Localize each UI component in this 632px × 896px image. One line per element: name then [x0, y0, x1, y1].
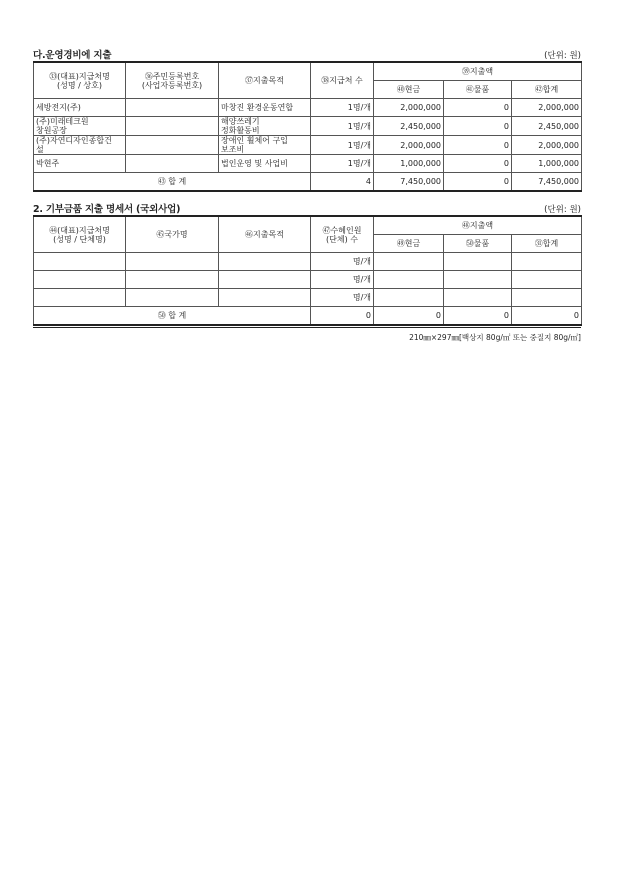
section2-header [33, 198, 581, 215]
total-count: 0 [311, 307, 374, 326]
cell-total [512, 289, 582, 307]
cell-count: 1명/개 [311, 155, 374, 173]
header-reg-no: ㊱주민등록번호 (사업자등록번호) [126, 62, 219, 99]
total-label: ㊿ 합 계 [34, 307, 311, 326]
cell-payee: 세방전지(주) [34, 99, 126, 117]
cell-count: 명/개 [311, 271, 374, 289]
header-amount: ㊽지출액 [374, 216, 582, 235]
cell-purpose: 법인운영 및 사업비 [219, 155, 311, 173]
cell-total [512, 271, 582, 289]
cell-count: 명/개 [311, 289, 374, 307]
header-beneficiaries: ㊼수혜인원 (단체) 수 [311, 216, 374, 253]
cell-total: 2,000,000 [512, 99, 582, 117]
header-count: ㊳지급처 수 [311, 62, 374, 99]
header-amount: ㊴지출액 [374, 62, 582, 81]
total-cash: 7,450,000 [374, 173, 444, 192]
header-total: ㉛합계 [512, 235, 582, 253]
header-goods: ㊿물품 [444, 235, 512, 253]
cell-count: 1명/개 [311, 99, 374, 117]
cell-cash: 2,000,000 [374, 136, 444, 155]
cell-cash [374, 271, 444, 289]
cell-count: 1명/개 [311, 117, 374, 136]
table-row [34, 155, 582, 173]
paper-spec-note: 210㎜×297㎜[백상지 80g/㎡ 또는 중질지 80g/㎡] [409, 333, 581, 342]
cell-payee: 박현주 [34, 155, 126, 173]
section2-unit: (단위: 원) [544, 205, 581, 215]
cell-goods: 0 [444, 117, 512, 136]
section1-header [33, 44, 581, 61]
section1-title: 다.운영경비에 지출 [33, 50, 112, 61]
cell-payee [34, 253, 126, 271]
cell-goods [444, 271, 512, 289]
cell-purpose: 마창진 환경운동연합 [219, 99, 311, 117]
cell-purpose [219, 289, 311, 307]
cell-reg-no [126, 155, 219, 173]
cell-payee [34, 271, 126, 289]
total-total: 7,450,000 [512, 173, 582, 192]
header-cash: ㊵현금 [374, 81, 444, 99]
cell-country [126, 253, 219, 271]
cell-count: 1명/개 [311, 136, 374, 155]
footer-divider [33, 327, 581, 328]
header-payee: ㊹(대표)지급처명 (성명 / 단체명) [34, 216, 126, 253]
cell-goods [444, 289, 512, 307]
header-goods: ㊶물품 [444, 81, 512, 99]
cell-purpose: 해양쓰레기 정화활동비 [219, 117, 311, 136]
cell-goods: 0 [444, 99, 512, 117]
header-purpose: ㊲지출목적 [219, 62, 311, 99]
total-goods: 0 [444, 173, 512, 192]
cell-goods: 0 [444, 136, 512, 155]
cell-goods [444, 253, 512, 271]
table-row [34, 99, 582, 117]
cell-total: 2,450,000 [512, 117, 582, 136]
cell-total: 2,000,000 [512, 136, 582, 155]
cell-cash [374, 289, 444, 307]
section2-table [33, 215, 582, 326]
table-row [34, 271, 582, 289]
cell-purpose [219, 271, 311, 289]
cell-total [512, 253, 582, 271]
cell-payee [34, 289, 126, 307]
total-goods: 0 [444, 307, 512, 326]
section1-table [33, 61, 582, 192]
cell-count: 명/개 [311, 253, 374, 271]
table-row [34, 117, 582, 136]
table-row [34, 136, 582, 155]
total-total: 0 [512, 307, 582, 326]
cell-reg-no [126, 136, 219, 155]
cell-reg-no [126, 117, 219, 136]
section1-unit: (단위: 원) [544, 51, 581, 61]
table-row [34, 253, 582, 271]
cell-cash: 2,000,000 [374, 99, 444, 117]
section2-title: 2. 기부금품 지출 명세서 (국외사업) [33, 204, 181, 215]
cell-cash [374, 253, 444, 271]
header-purpose: ㊻지출목적 [219, 216, 311, 253]
cell-country [126, 289, 219, 307]
total-row [34, 173, 582, 192]
document-page [33, 44, 581, 343]
cell-purpose: 장애인 휠체어 구입 보조비 [219, 136, 311, 155]
header-total: ㊷합계 [512, 81, 582, 99]
header-cash: ㊾현금 [374, 235, 444, 253]
total-row [34, 307, 582, 326]
total-count: 4 [311, 173, 374, 192]
total-cash: 0 [374, 307, 444, 326]
cell-cash: 1,000,000 [374, 155, 444, 173]
cell-cash: 2,450,000 [374, 117, 444, 136]
cell-reg-no [126, 99, 219, 117]
cell-purpose [219, 253, 311, 271]
cell-country [126, 271, 219, 289]
cell-goods: 0 [444, 155, 512, 173]
header-payee: ㉝(대표)지급처명 (성명 / 상호) [34, 62, 126, 99]
table-row [34, 289, 582, 307]
total-label: ㊸ 합 계 [34, 173, 311, 192]
cell-total: 1,000,000 [512, 155, 582, 173]
cell-payee: (주)자연디자인종합건 설 [34, 136, 126, 155]
cell-payee: (주)미래테크원 창원공장 [34, 117, 126, 136]
header-country: ㊺국가명 [126, 216, 219, 253]
